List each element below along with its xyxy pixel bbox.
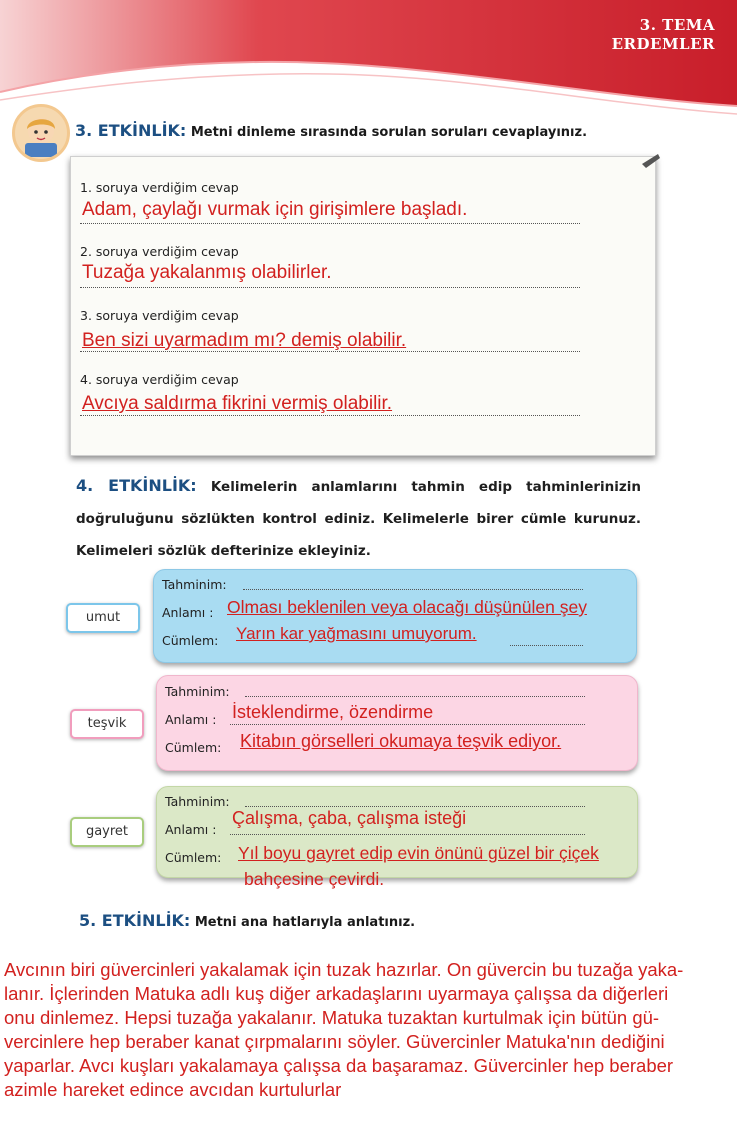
summary-line-3: onu dinlemez. Hepsi tuzağa yakalanır. Matuka tuzaktan kurtulmak için bütün gü- — [4, 1007, 660, 1028]
activity3-instruction: Metni dinleme sırasında sorulan soruları cevaplayınız. — [190, 125, 588, 140]
word-tag-gayret: gayret — [70, 817, 144, 847]
summary-line-5: yaparlar. Avcı kuşları yakalamaya çalışsa da başaramaz. Güvercinler hep beraber — [4, 1055, 674, 1076]
sentence-gayret-cont: bahçesine çevirdi. — [244, 869, 385, 889]
answer-line-4 — [80, 415, 580, 416]
summary-line-4: vercinlere hep beraber kanat çırpmalarını söyler. Güvercinler Matuka'nın dediğini — [4, 1031, 665, 1052]
guess-line-gayret — [245, 806, 585, 807]
summary-line-6: azimle hareket edince avcıdan kurtulurlar — [4, 1079, 342, 1100]
sentence-label-umut: Cümlem: — [162, 633, 219, 648]
sentence-label-tesvik: Cümlem: — [165, 740, 222, 755]
meaning-gayret: Çalışma, çaba, çalışma isteği — [232, 808, 467, 828]
meaning-tesvik: İsteklendirme, özendirme — [232, 702, 434, 722]
meaning-line-gayret — [230, 834, 585, 835]
word-tag-tesvik: teşvik — [70, 709, 144, 739]
word-tag-umut: umut — [66, 603, 140, 633]
guess-label-tesvik: Tahminim: — [165, 684, 230, 699]
paper-pin-icon — [640, 150, 662, 170]
activity4-text-1: Kelimelerin anlamlarını tahmin edip tahminlerinizin — [210, 479, 642, 495]
activity3-number: 3. ETKİNLİK: — [75, 121, 187, 140]
activity3-heading — [75, 121, 587, 140]
activity5-number: 5. ETKİNLİK: — [79, 911, 191, 930]
guess-line-umut — [243, 589, 583, 590]
theme-label — [612, 16, 715, 54]
question-label-3: 3. soruya verdiğim cevap — [80, 308, 239, 323]
activity4-number: 4. ETKİNLİK: — [76, 476, 197, 495]
meaning-line-tesvik — [230, 724, 585, 725]
question-label-4: 4. soruya verdiğim cevap — [80, 372, 239, 387]
sentence-line-umut — [510, 645, 583, 646]
theme-title: ERDEMLER — [611, 35, 715, 53]
answer-line-3 — [80, 351, 580, 352]
activity4-instruction-line3: Kelimeleri sözlük defterinize ekleyiniz. — [76, 543, 371, 559]
activity4-instruction-line2: doğruluğunu sözlükten kontrol ediniz. Kelimelerle birer cümle kurunuz. — [76, 511, 641, 527]
sentence-tesvik: Kitabın görselleri okumaya teşvik ediyor. — [240, 731, 562, 751]
sentence-label-gayret: Cümlem: — [165, 850, 222, 865]
avatar — [12, 104, 70, 162]
answer-4: Avcıya saldırma fikrini vermiş olabilir. — [82, 393, 393, 414]
answer-line-2 — [80, 287, 580, 288]
activity5-heading — [79, 911, 415, 930]
answer-line-1 — [80, 223, 580, 224]
child-reading-icon — [15, 107, 67, 159]
summary-line-2: lanır. İçlerinden Matuka adlı kuş diğer arkadaşlarını uyarmaya çalışsa da diğerleri — [4, 983, 669, 1004]
sentence-umut: Yarın kar yağmasını umuyorum. — [236, 624, 477, 643]
summary-line-1: Avcının biri güvercinleri yakalamak için tuzak hazırlar. On güvercin bu tuzağa yaka- — [4, 959, 684, 980]
theme-number: 3. TEMA — [639, 16, 715, 34]
answer-1: Adam, çaylağı vurmak için girişimlere başladı. — [82, 199, 468, 220]
activity5-instruction: Metni ana hatlarıyla anlatınız. — [194, 915, 416, 930]
question-label-1: 1. soruya verdiğim cevap — [80, 180, 239, 195]
answer-2: Tuzağa yakalanmış olabilirler. — [82, 262, 332, 283]
question-label-2: 2. soruya verdiğim cevap — [80, 244, 239, 259]
activity4-instruction-line1 — [76, 477, 641, 496]
guess-label-gayret: Tahminim: — [165, 794, 230, 809]
meaning-label-tesvik: Anlamı : — [165, 712, 217, 727]
meaning-umut: Olması beklenilen veya olacağı düşünülen şey — [227, 597, 587, 617]
summary-text — [4, 958, 730, 1102]
answer-3: Ben sizi uyarmadım mı? demiş olabilir. — [82, 330, 407, 351]
meaning-label-umut: Anlamı : — [162, 605, 214, 620]
meaning-label-gayret: Anlamı : — [165, 822, 217, 837]
guess-line-tesvik — [245, 696, 585, 697]
guess-label-umut: Tahminim: — [162, 577, 227, 592]
sentence-gayret: Yıl boyu gayret edip evin önünü güzel bir çiçek — [238, 843, 599, 863]
